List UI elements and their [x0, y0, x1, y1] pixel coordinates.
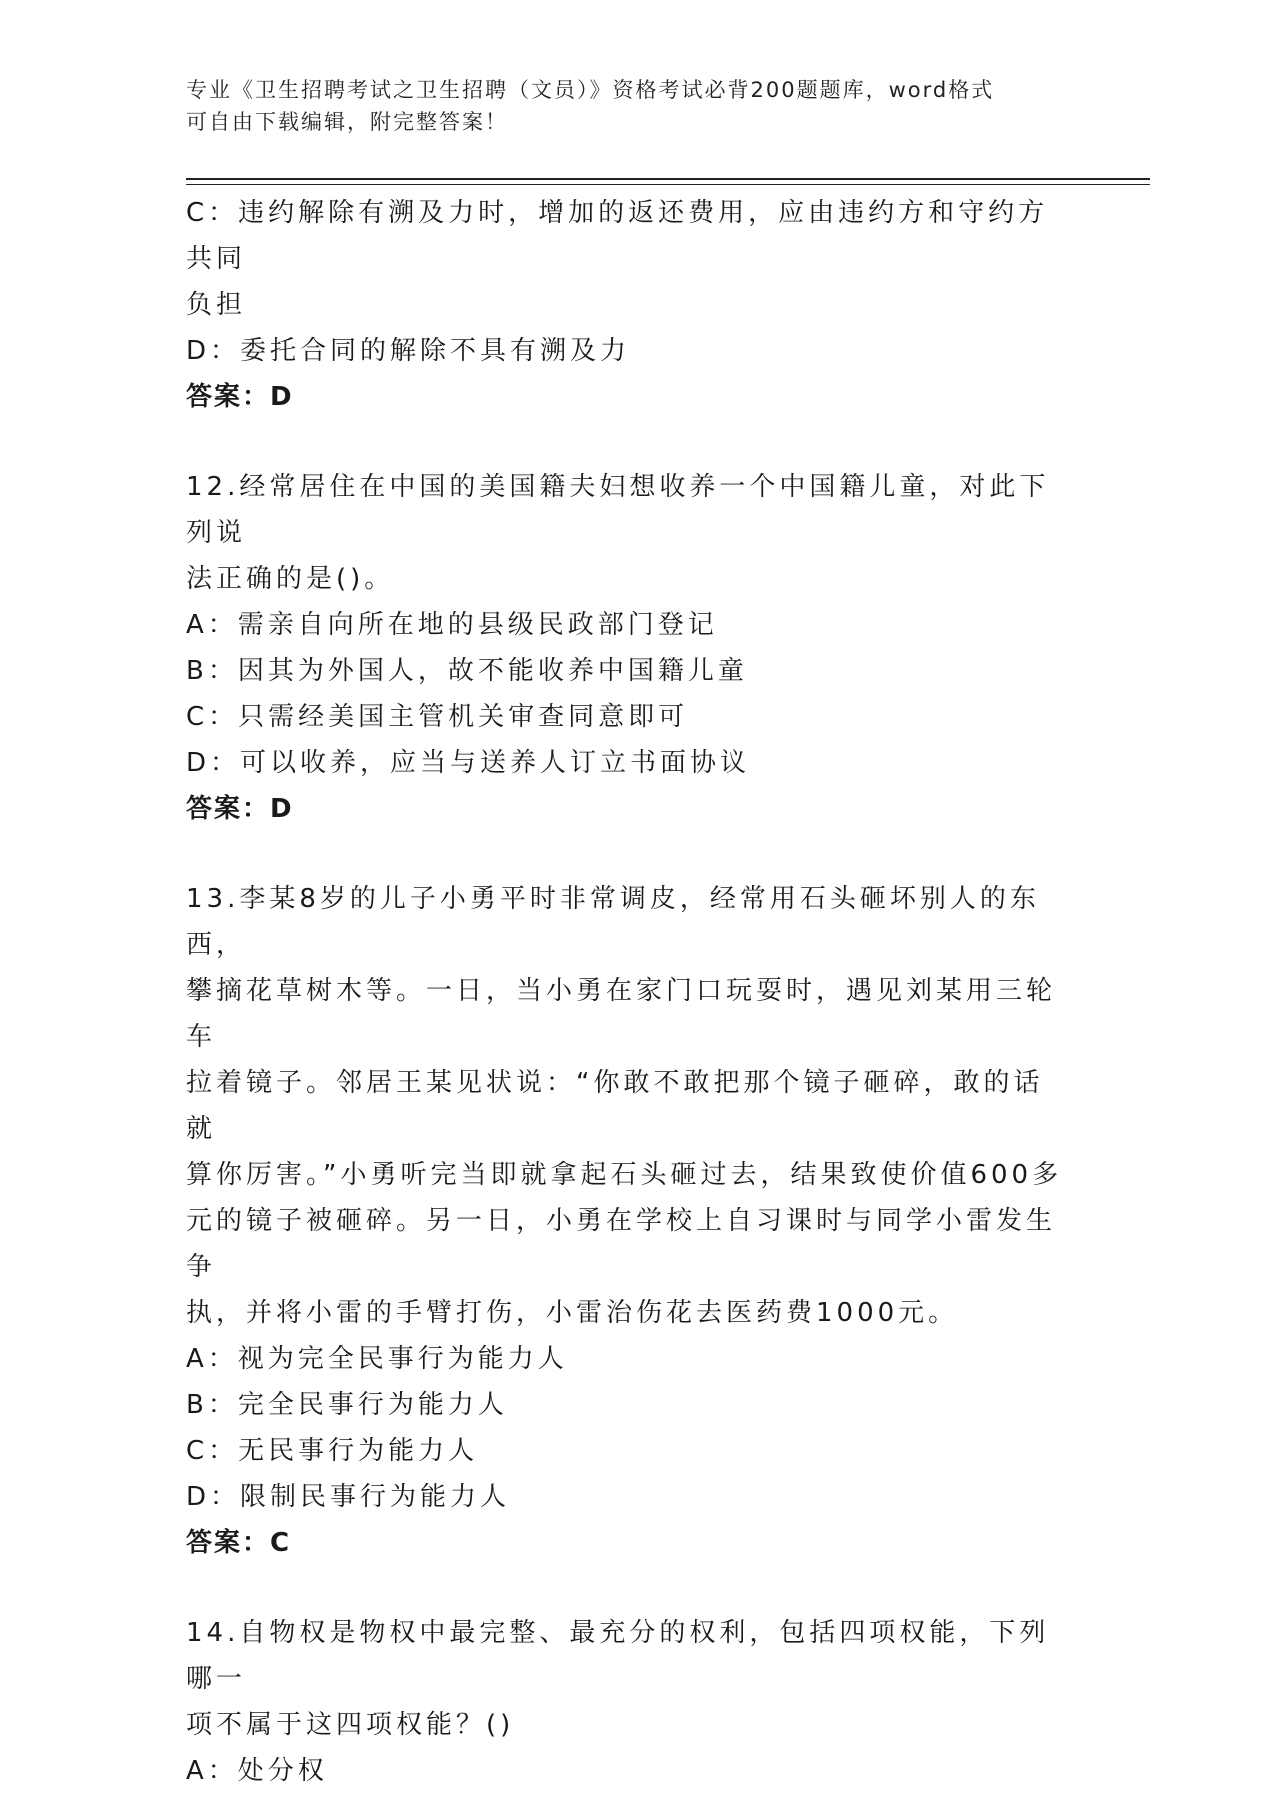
option-a: A：处分权	[186, 1756, 328, 1786]
option-c: C：只需经美国主管机关审查同意即可	[186, 702, 689, 732]
option-c-continued: 负担	[186, 290, 247, 320]
question-13	[186, 876, 1066, 1566]
question-stem-continued: 拉着镜子。邻居王某见状说：“你敢不敢把那个镜子砸碎，敢的话就	[186, 1068, 1044, 1144]
question-stem-continued: 法正确的是()。	[186, 564, 395, 594]
question-stem-continued: 算你厉害。”小勇听完当即就拿起石头砸过去，结果致使价值600多	[186, 1160, 1063, 1190]
question-stem-continued: 元的镜子被砸碎。另一日，小勇在学校上自习课时与同学小雷发生争	[186, 1206, 1057, 1282]
option-a: A：需亲自向所在地的县级民政部门登记	[186, 610, 718, 640]
document-header	[186, 74, 1086, 138]
answer: 答案：D	[186, 794, 294, 824]
question-stem-continued: 项不属于这四项权能？()	[186, 1710, 515, 1740]
answer: 答案：C	[186, 1528, 292, 1558]
spacer	[186, 1566, 1066, 1610]
question-stem-continued: 攀摘花草树木等。一日，当小勇在家门口玩耍时，遇见刘某用三轮车	[186, 976, 1057, 1052]
option-b: B：完全民事行为能力人	[186, 1390, 508, 1420]
header-title-line-2: 可自由下载编辑，附完整答案！	[186, 110, 508, 134]
option-d: D：委托合同的解除不具有溯及力	[186, 336, 631, 366]
header-title-line-1: 专业《卫生招聘考试之卫生招聘（文员）》资格考试必背200题题库，word格式	[186, 78, 995, 102]
option-d: D：限制民事行为能力人	[186, 1482, 511, 1512]
question-11	[186, 190, 1066, 420]
question-stem: 13.李某8岁的儿子小勇平时非常调皮，经常用石头砸坏别人的东西，	[186, 884, 1040, 960]
header-rule-thin	[186, 184, 1150, 185]
question-stem: 12.经常居住在中国的美国籍夫妇想收养一个中国籍儿童，对此下列说	[186, 472, 1050, 548]
spacer	[186, 420, 1066, 464]
option-c: C：违约解除有溯及力时，增加的返还费用，应由违约方和守约方共同	[186, 198, 1049, 274]
document-body	[186, 190, 1066, 1794]
header-rule-thick	[186, 178, 1150, 180]
question-12	[186, 464, 1066, 832]
spacer	[186, 832, 1066, 876]
answer: 答案：D	[186, 382, 294, 412]
question-stem: 14.自物权是物权中最完整、最充分的权利，包括四项权能，下列哪一	[186, 1618, 1050, 1694]
option-d: D：可以收养，应当与送养人订立书面协议	[186, 748, 751, 778]
option-a: A：视为完全民事行为能力人	[186, 1344, 568, 1374]
question-14	[186, 1610, 1066, 1794]
question-stem-continued: 执，并将小雷的手臂打伤，小雷治伤花去医药费1000元。	[186, 1298, 959, 1328]
option-c: C：无民事行为能力人	[186, 1436, 479, 1466]
option-b: B：因其为外国人，故不能收养中国籍儿童	[186, 656, 748, 686]
